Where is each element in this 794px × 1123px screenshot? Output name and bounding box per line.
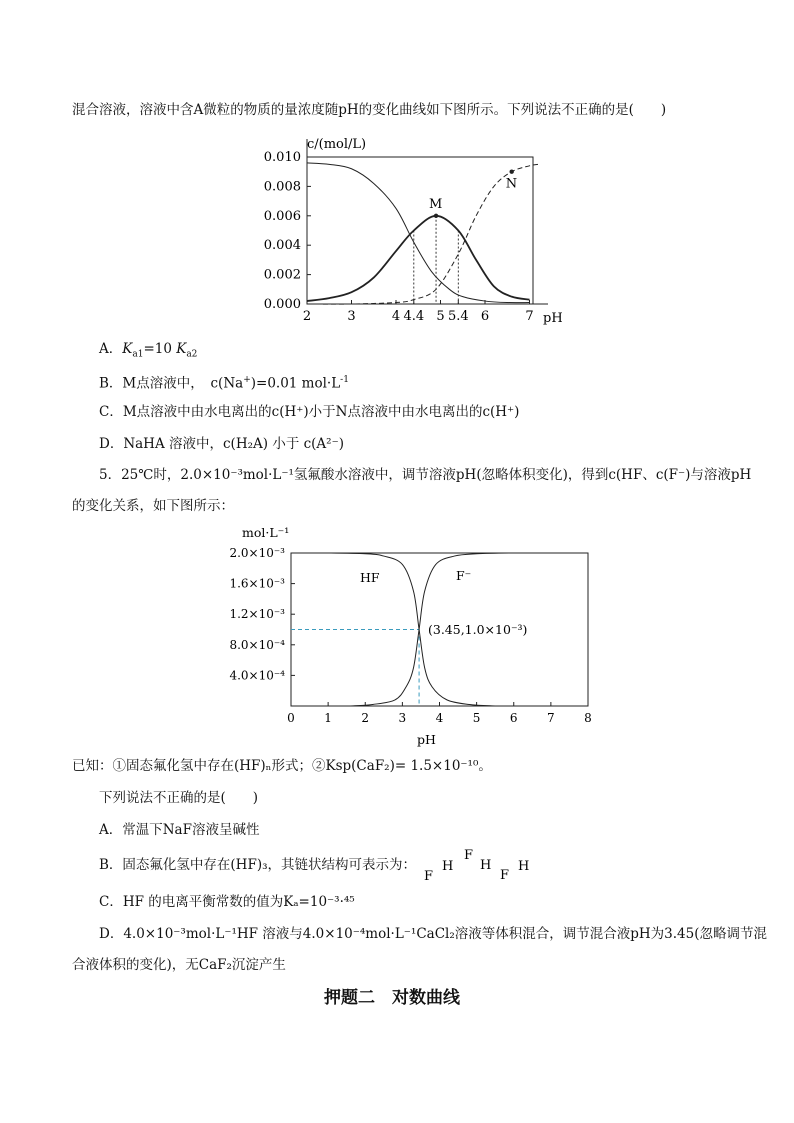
chart1-xtick-label: 7 [525, 309, 534, 324]
chart1-ytick-label: 0.006 [263, 208, 301, 224]
section-title: 押题二 对数曲线 [324, 988, 460, 1008]
chart2-label-f: F⁻ [456, 568, 472, 583]
q5-option-a: A．常温下NaF溶液呈碱性 [99, 822, 260, 838]
chart1-xtick-label: 5 [436, 309, 445, 324]
chart2-ytick-label: 4.0×10⁻⁴ [229, 668, 285, 683]
known-conditions: 已知：①固态氟化氢中存在(HF)ₙ形式；②Ksp(CaF₂)= 1.5×10⁻¹⁰。 [72, 758, 492, 774]
chart1-ytick-label: 0.008 [263, 179, 301, 195]
chart2-ytick-label: 2.0×10⁻³ [229, 546, 285, 560]
chart1-label-m: M [429, 196, 443, 212]
q5-stem-line1: 5．25℃时，2.0×10⁻³mol·L⁻¹氢氟酸水溶液中，调节溶液pH(忽略体积变化)，得到c(HF、c(F⁻)与溶液pH [99, 467, 752, 483]
chart1-xtick-label: 5.4 [447, 309, 469, 324]
chart2-xlabel: pH [417, 732, 436, 747]
chart2-xtick-label: 1 [324, 711, 332, 725]
q5-option-c: C．HF 的电离平衡常数的值为Kₐ=10⁻³·⁴⁵ [99, 894, 355, 910]
chart1-ytick-label: 0.002 [263, 267, 301, 283]
svg-text:H: H [480, 858, 492, 873]
hf-chain-structure [420, 845, 540, 885]
q5-option-d-line1: D．4.0×10⁻³mol·L⁻¹HF 溶液与4.0×10⁻⁴mol·L⁻¹CaCl₂溶液等体积混合，调节混合液pH为3.45(忽略调节混 [99, 926, 768, 942]
chart1-ytick-label: 0.010 [263, 150, 301, 165]
chart1-xtick-label: 6 [480, 309, 490, 324]
chart2-xtick-label: 2 [361, 711, 370, 725]
chart1-xtick-label: 4.4 [403, 309, 425, 324]
svg-text:H: H [518, 859, 530, 874]
chart2-label-hf: HF [360, 570, 380, 585]
chart1-ytick-label: 0.000 [263, 297, 301, 312]
chart2-ytick-label: 8.0×10⁻⁴ [229, 637, 285, 652]
q4-option-a: A．$K_{a1}=10$ $K_{a2}$ [99, 341, 198, 360]
q4-option-d: D．NaHA 溶液中，c(H₂A) 小于 c(A²⁻) [99, 436, 344, 452]
chart2-ytick-label: 1.6×10⁻³ [229, 576, 285, 591]
q5-stem-line2: 的变化关系，如下图所示： [72, 498, 234, 514]
chart1-point-m [434, 214, 438, 218]
chart1-ylabel: c/(mol/L) [307, 137, 367, 152]
chart1-label-n: N [505, 176, 518, 192]
svg-text:H: H [442, 859, 454, 874]
q5-option-b: B．固态氟化氢中存在(HF)₃，其链状结构可表示为： [99, 857, 417, 873]
chart1-series-a2 [307, 164, 538, 304]
chart1-xlabel: pH [543, 311, 563, 326]
chart2-xtick-label: 5 [472, 711, 481, 725]
chart2-ytick-label: 1.2×10⁻³ [229, 607, 285, 622]
q4-option-c: C．M点溶液中由水电离出的c(H⁺)小于N点溶液中由水电离出的c(H⁺) [99, 404, 520, 420]
chart1-series-ha [307, 216, 530, 301]
chart2-xtick-label: 6 [509, 711, 518, 725]
chart2-frame [291, 553, 588, 706]
chart2-xtick-label: 4 [435, 711, 444, 725]
chart1-point-n [510, 170, 514, 174]
chart2-series-f [350, 553, 588, 706]
chart1-series-h2a [307, 163, 530, 303]
chart2-xtick-label: 8 [584, 711, 592, 725]
chart2-xtick-label: 3 [398, 711, 407, 725]
chart2-xtick-label: 7 [547, 711, 555, 725]
chart1-xtick-label: 2 [302, 309, 312, 324]
q4-option-b: B．M点溶液中， c(Na+)=0.01 $mol\cdot L^{-1}$ [99, 375, 349, 392]
q5-prompt: 下列说法不正确的是( ) [99, 790, 259, 806]
chart1-xtick-label: 3 [347, 309, 356, 324]
svg-text:F: F [500, 868, 510, 883]
chart1-frame [307, 157, 533, 304]
chart2-xtick-label: 0 [287, 711, 295, 725]
q5-option-d-line2: 合液体积的变化)，无CaF₂沉淀产生 [72, 957, 286, 973]
svg-text:F: F [424, 869, 434, 884]
chart2-ylabel: mol·L⁻¹ [242, 525, 290, 540]
chart2-series-hf [291, 553, 495, 706]
chart1-ytick-label: 0.004 [263, 238, 301, 254]
intro-line: 混合溶液，溶液中含A微粒的物质的量浓度随pH的变化曲线如下图所示。下列说法不正确的是( ) [72, 102, 667, 118]
chart2-point-label: (3.45,1.0×10⁻³) [428, 622, 528, 637]
chart1-xtick-label: 4 [391, 309, 401, 324]
svg-text:F: F [464, 848, 474, 863]
